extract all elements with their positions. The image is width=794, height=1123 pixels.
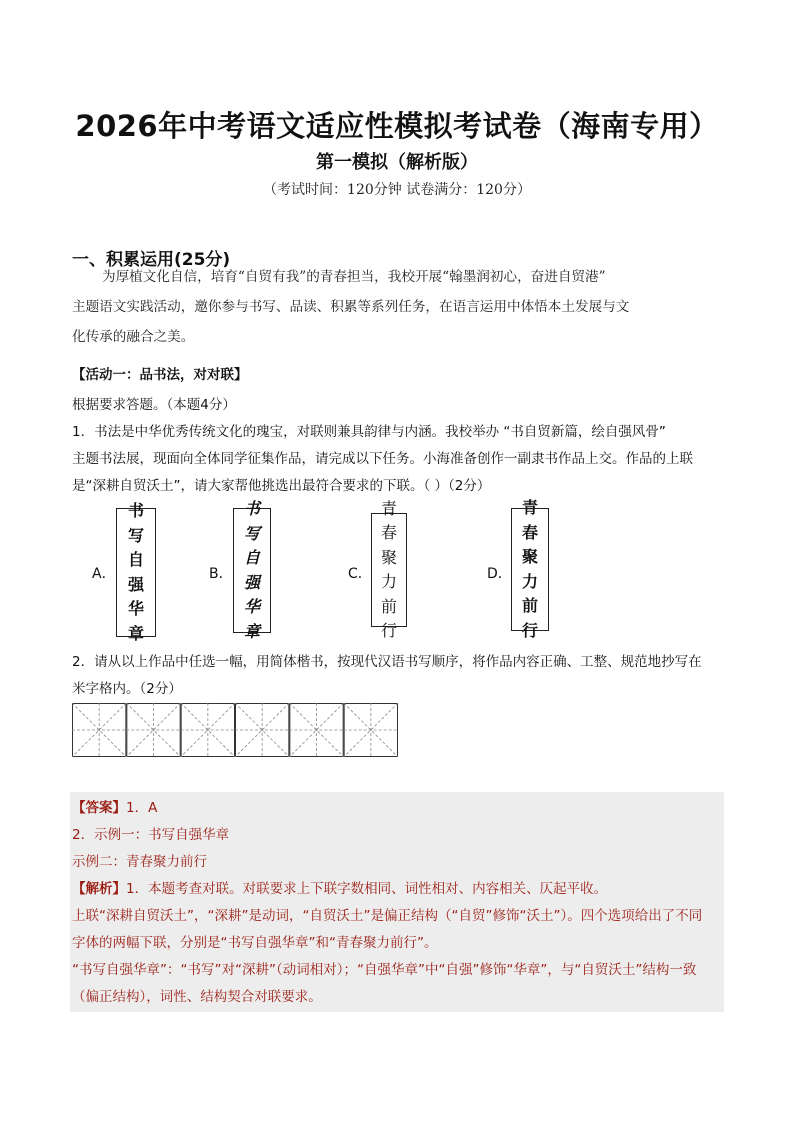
option-label: D． [487,566,512,582]
intro-line: 化传承的融合之美。 [72,329,195,345]
scroll-character: 青 [521,498,538,517]
analysis-text: 1．本题考查对联。对联要求上下联字数相同、词性相对、内容相关、仄起平收。 [126,881,608,897]
calligraphy-scroll [233,499,271,641]
scroll-character: 自 [127,550,144,569]
scroll-character: 书 [127,501,144,520]
calligraphy-scroll [116,501,156,643]
scroll-character: 行 [521,620,538,640]
section-heading: 一、积累运用(25分) [72,250,231,270]
scroll-character: 春 [521,522,538,542]
scroll-character: 春 [380,523,397,542]
scroll-character: 自 [243,548,260,567]
question-line: 主题书法展，现面向全体同学征集作品，请完成以下任务。小海准备创作一副隶书作品上交。作品的上联 [72,451,693,467]
analysis-line: 上联“深耕自贸沃土”，“深耕”是动词，“自贸沃土”是偏正结构（“自贸”修饰“沃土”）。四个选项给出了不同 [72,908,703,924]
scroll-character: 力 [380,572,397,591]
scroll-character: 写 [243,523,260,543]
calligraphy-scroll [511,498,549,640]
option-label: B． [209,566,233,582]
option-label: A． [92,566,116,582]
scroll-character: 章 [243,621,260,641]
question-line: 是“深耕自贸沃土”，请大家帮他挑选出最符合要求的下联。（ ）（2分） [72,478,491,494]
page-subtitle: 第一模拟（解析版） [316,152,478,173]
intro-paragraph [72,262,732,352]
scroll-character: 写 [127,525,144,545]
page-title: 2026年中考语文适应性模拟考试卷（海南专用） [75,109,719,143]
question-line: 2．请从以上作品中任选一幅，用简体楷书，按现代汉语书写顺序，将作品内容正确、工整、规范地抄写在 [72,654,702,670]
exam-meta: （考试时间：120分钟 试卷满分：120分） [263,182,531,198]
analysis-tag: 【解析】 [72,881,126,897]
answer-line: 示例二：青春聚力前行 [72,854,207,870]
scroll-character: 强 [243,572,260,592]
intro-line: 主题语文实践活动，邀你参与书写、品读、积累等系列任务，在语言运用中体悟本土发展与文 [72,299,630,315]
scroll-character: 华 [127,599,144,618]
scroll-character: 前 [380,596,397,616]
scroll-character: 行 [380,621,397,640]
activity-instruction: 根据要求答题。（本题4分） [72,397,236,413]
scroll-character: 聚 [380,547,397,567]
activity-heading: 【活动一：品书法，对对联】 [72,367,248,383]
mizi-grid[interactable] [72,703,398,757]
scroll-character: 聚 [521,547,538,566]
intro-line: 为厚植文化自信，培育“自贸有我”的青春担当，我校开展“翰墨润初心，奋进自贸港” [102,269,606,285]
answer-text: 1．A [126,800,158,816]
analysis-line: “书写自强华章”：“书写”对“深耕”（动词相对）；“自强华章”中“自强”修饰“华章”，与“自贸沃土”结构一致 [72,962,697,978]
question-line: 米字格内。（2分） [72,681,182,697]
answer-line [72,796,157,816]
option-label: C． [348,566,372,582]
scroll-character: 青 [380,498,397,518]
question-line: 1．书法是中华优秀传统文化的瑰宝，对联则兼具韵律与内涵。我校举办 “书自贸新篇，绘自强风骨” [72,424,666,440]
scroll-character: 章 [127,623,144,643]
scroll-character: 强 [127,574,144,594]
analysis-line: （偏正结构），词性、结构契合对联要求。 [72,989,322,1005]
answer-tag: 【答案】 [72,800,126,816]
answer-line: 2．示例一：书写自强华章 [72,827,230,843]
analysis-line [72,877,607,897]
scroll-character: 力 [521,571,538,591]
analysis-line: 字体的两幅下联，分别是“书写自强华章”和“青春聚力前行”。 [72,935,438,951]
scroll-character: 华 [243,597,260,616]
calligraphy-scroll [371,498,407,640]
scroll-character: 前 [521,596,538,615]
scroll-character: 书 [243,499,260,518]
